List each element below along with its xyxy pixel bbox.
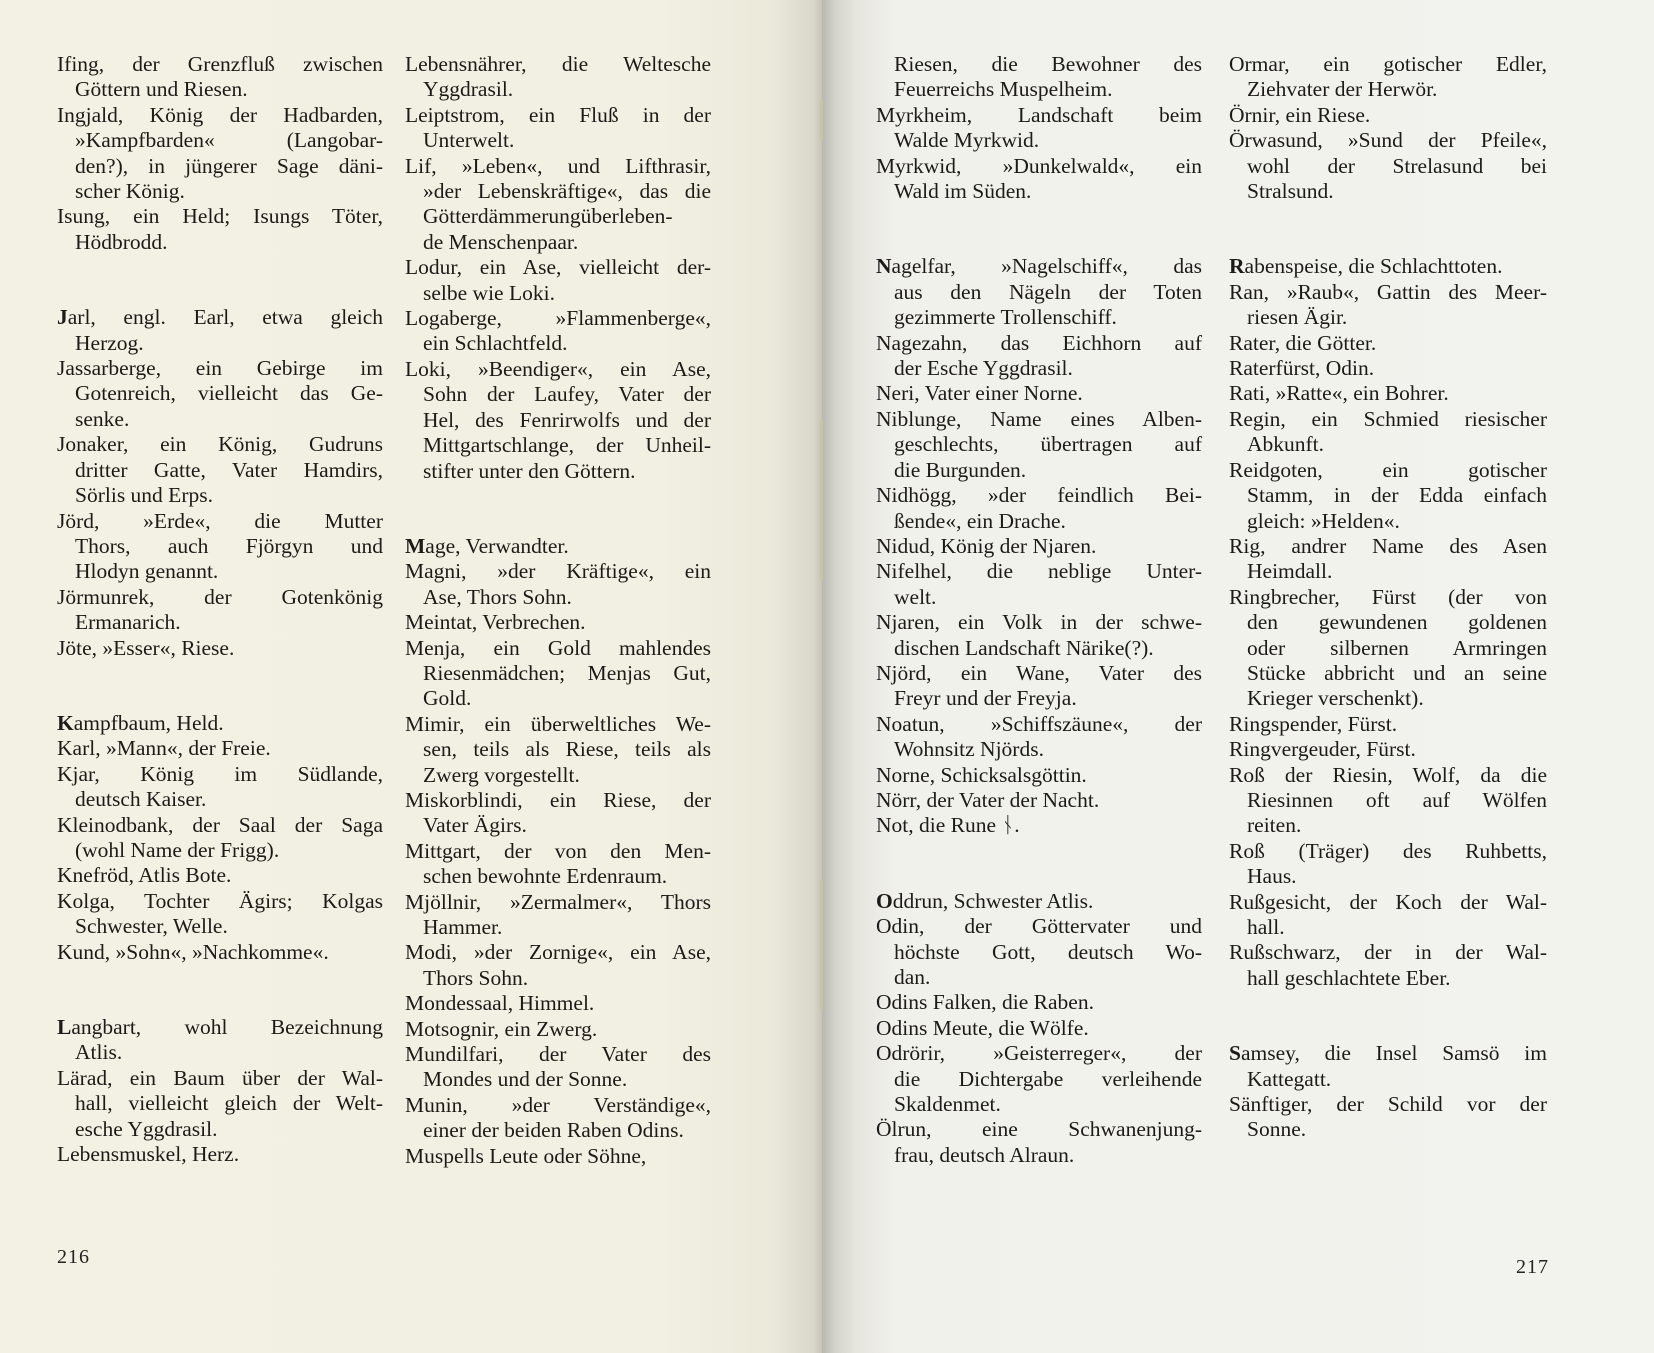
glossary-entry xyxy=(405,1144,711,1169)
glossary-entry xyxy=(1229,585,1547,712)
entry-headword-line: Modi, »der Zornige«, ein Ase, xyxy=(405,940,711,965)
entry-headword-line: Nidud, König der Njaren. xyxy=(876,533,1097,558)
entry-continuation-line: Heimdall. xyxy=(1247,559,1333,584)
glossary-entry xyxy=(57,736,383,761)
entry-headword-line: Myrkwid, »Dunkelwald«, ein xyxy=(876,153,1202,178)
right-page xyxy=(822,0,1654,1353)
entry-headword-line: Njaren, ein Volk in der schwe- xyxy=(876,610,1202,635)
glossary-entry xyxy=(57,762,383,813)
entry-continuation-line: Hlodyn genannt. xyxy=(75,559,219,584)
entry-headword-line: Odrörir, »Geisterreger«, der xyxy=(876,1041,1202,1066)
entry-continuation-line: Hel, des Fenrirwolfs und der xyxy=(423,407,711,432)
entry-headword-line: Noatun, »Schiffszäune«, der xyxy=(876,711,1202,736)
entry-continuation-line: hall, vielleicht gleich der Welt- xyxy=(75,1091,383,1116)
entry-continuation-line: Feuerreichs Muspelheim. xyxy=(894,77,1113,102)
entry-headword-line: Norne, Schicksalsgöttin. xyxy=(876,762,1087,787)
glossary-entry xyxy=(405,52,711,103)
entry-continuation-line: Sonne. xyxy=(1247,1117,1307,1142)
entry-continuation-line: stifter unter den Göttern. xyxy=(423,458,636,483)
glossary-entry xyxy=(1229,940,1547,991)
entry-headword-line: Regin, ein Schmied riesischer xyxy=(1229,406,1547,431)
entry-continuation-line: »Kampfbarden« (Langobar- xyxy=(75,128,383,153)
entry-continuation-line: Mondes und der Sonne. xyxy=(423,1067,628,1092)
glossary-entry xyxy=(876,52,1202,103)
entry-continuation-line: Riesen, die Bewohner des xyxy=(894,52,1202,76)
entry-headword-line: Jörd, »Erde«, die Mutter xyxy=(57,508,383,533)
entry-continuation-line: Thors Sohn. xyxy=(423,965,529,990)
glossary-column xyxy=(57,52,383,1167)
entry-continuation-line: geschlechts, übertragen auf xyxy=(894,432,1202,457)
entry-headword-line: Odins Meute, die Wölfe. xyxy=(876,1015,1089,1040)
entry-continuation-line: Yggdrasil. xyxy=(423,77,514,102)
entry-headword-line: Muspells Leute oder Söhne, xyxy=(405,1143,647,1168)
entry-headword-line: Odin, der Göttervater und xyxy=(876,914,1202,939)
binding-stitch xyxy=(820,880,823,1010)
entry-continuation-line: Vater Ägirs. xyxy=(423,813,527,838)
glossary-entry xyxy=(405,991,711,1016)
entry-continuation-line: Göttern und Riesen. xyxy=(75,77,248,102)
entry-continuation-line: Hammer. xyxy=(423,915,503,939)
entry-continuation-line: esche Yggdrasil. xyxy=(75,1116,218,1141)
entry-headword-line: Niblunge, Name eines Alben- xyxy=(876,406,1202,431)
entry-continuation-line: Gold. xyxy=(423,686,472,711)
entry-headword-line: Rater, die Götter. xyxy=(1229,330,1377,355)
entry-continuation-line: die Burgunden. xyxy=(894,457,1027,482)
entry-continuation-line: einer der beiden Raben Odins. xyxy=(423,1118,684,1143)
section-gap xyxy=(876,839,1202,889)
entry-headword-line: Örwasund, »Sund der Pfeile«, xyxy=(1229,128,1547,153)
entry-headword-line: Kleinodbank, der Saal der Saga xyxy=(57,812,383,837)
entry-continuation-line: Sohn der Laufey, Vater der xyxy=(423,382,711,407)
glossary-entry xyxy=(57,1142,383,1167)
entry-headword-line: Roß (Träger) des Ruhbetts, xyxy=(1229,838,1547,863)
glossary-entry xyxy=(1229,407,1547,458)
entry-headword-line: Samsey, die Insel Samsö im xyxy=(1229,1041,1547,1066)
glossary-entry xyxy=(876,559,1202,610)
glossary-entry xyxy=(405,1017,711,1042)
page-number-right: 217 xyxy=(1516,1256,1549,1278)
glossary-entry xyxy=(57,940,383,965)
entry-headword-line: Jarl, engl. Earl, etwa gleich xyxy=(57,305,383,330)
glossary-entry xyxy=(876,1117,1202,1168)
entry-continuation-line: oder silbernen Armringen xyxy=(1247,635,1547,660)
entry-continuation-line: riesen Ägir. xyxy=(1247,305,1348,330)
glossary-entry xyxy=(876,788,1202,813)
entry-headword-line: Ringbrecher, Fürst (der von xyxy=(1229,584,1547,609)
entry-headword-line: Neri, Vater einer Norne. xyxy=(876,381,1083,406)
entry-headword-line: Karl, »Mann«, der Freie. xyxy=(57,736,271,761)
entry-continuation-line: Ermanarich. xyxy=(75,610,181,635)
entry-headword-line: Lärad, ein Baum über der Wal- xyxy=(57,1065,383,1090)
glossary-entry xyxy=(1229,254,1547,279)
entry-headword-line: Menja, ein Gold mahlendes xyxy=(405,635,711,660)
entry-headword-line: Ormar, ein gotischer Edler, xyxy=(1229,52,1547,76)
glossary-entry xyxy=(876,154,1202,205)
entry-continuation-line: Krieger verschenkt). xyxy=(1247,686,1424,711)
glossary-entry xyxy=(405,306,711,357)
entry-continuation-line: de Menschenpaar. xyxy=(423,229,579,254)
glossary-entry xyxy=(1229,839,1547,890)
glossary-entry xyxy=(1229,534,1547,585)
section-gap xyxy=(57,965,383,1015)
binding-stitch xyxy=(820,420,823,580)
entry-headword-line: Kjar, König im Südlande, xyxy=(57,761,383,786)
glossary-entry xyxy=(57,305,383,356)
entry-headword-line: Oddrun, Schwester Atlis. xyxy=(876,888,1094,913)
glossary-entry xyxy=(405,1042,711,1093)
entry-continuation-line: Wald im Süden. xyxy=(894,179,1032,204)
entry-continuation-line: »der Lebenskräftige«, das die xyxy=(423,179,711,204)
entry-continuation-line: Wohnsitz Njörds. xyxy=(894,737,1044,762)
entry-headword-line: Raterfürst, Odin. xyxy=(1229,356,1375,381)
entry-headword-line: Motsognir, ein Zwerg. xyxy=(405,1016,598,1041)
glossary-entry xyxy=(1229,458,1547,534)
entry-headword-line: Nörr, der Vater der Nacht. xyxy=(876,787,1100,812)
entry-headword-line: Ölrun, eine Schwanenjung- xyxy=(876,1117,1202,1142)
glossary-entry xyxy=(405,154,711,256)
glossary-entry xyxy=(405,357,711,484)
glossary-entry xyxy=(57,1015,383,1066)
entry-continuation-line: Unterwelt. xyxy=(423,128,515,153)
glossary-entry xyxy=(1229,763,1547,839)
glossary-entry xyxy=(876,1016,1202,1041)
section-gap xyxy=(405,484,711,534)
glossary-entry xyxy=(876,889,1202,914)
entry-continuation-line: Abkunft. xyxy=(1247,432,1325,457)
page-number-left: 216 xyxy=(57,1246,90,1268)
glossary-entry xyxy=(876,712,1202,763)
entry-headword-line: Mjöllnir, »Zermalmer«, Thors xyxy=(405,889,711,914)
entry-headword-line: Myrkheim, Landschaft beim xyxy=(876,102,1202,127)
glossary-entry xyxy=(876,381,1202,406)
glossary-entry xyxy=(1229,128,1547,204)
glossary-entry xyxy=(876,813,1202,838)
entry-continuation-line: deutsch Kaiser. xyxy=(75,787,207,812)
glossary-entry xyxy=(876,661,1202,712)
glossary-entry xyxy=(1229,52,1547,103)
entry-headword-line: Ringspender, Fürst. xyxy=(1229,711,1398,736)
glossary-entry xyxy=(876,483,1202,534)
glossary-entry xyxy=(405,712,711,788)
entry-continuation-line: hall geschlachtete Eber. xyxy=(1247,965,1451,990)
entry-continuation-line: ßende«, ein Drache. xyxy=(894,508,1066,533)
entry-headword-line: Odins Falken, die Raben. xyxy=(876,990,1094,1015)
glossary-entry xyxy=(876,254,1202,330)
entry-continuation-line: Sörlis und Erps. xyxy=(75,483,213,508)
glossary-entry xyxy=(876,763,1202,788)
glossary-entry xyxy=(1229,712,1547,737)
glossary-entry xyxy=(57,585,383,636)
glossary-entry xyxy=(405,255,711,306)
glossary-entry xyxy=(1229,356,1547,381)
glossary-entry xyxy=(1229,737,1547,762)
glossary-entry xyxy=(876,1041,1202,1117)
glossary-entry xyxy=(876,534,1202,559)
entry-continuation-line: Stamm, in der Edda einfach xyxy=(1247,483,1547,508)
entry-continuation-line: senke. xyxy=(75,406,130,431)
entry-headword-line: Lebensmuskel, Herz. xyxy=(57,1142,240,1167)
entry-headword-line: Roß der Riesin, Wolf, da die xyxy=(1229,762,1547,787)
entry-continuation-line: Ziehvater der Herwör. xyxy=(1247,77,1438,102)
entry-continuation-line: dischen Landschaft Närike(?). xyxy=(894,635,1154,660)
glossary-entry xyxy=(405,940,711,991)
entry-headword-line: Lif, »Leben«, und Lifthrasir, xyxy=(405,153,711,178)
entry-continuation-line: dan. xyxy=(894,965,931,989)
entry-continuation-line: hall. xyxy=(1247,915,1285,939)
entry-continuation-line: Zwerg vorgestellt. xyxy=(423,762,580,787)
entry-headword-line: Mimir, ein überweltliches We- xyxy=(405,711,711,736)
entry-continuation-line: Walde Myrkwid. xyxy=(894,128,1040,153)
entry-continuation-line: Herzog. xyxy=(75,330,144,355)
entry-headword-line: Ifing, der Grenzfluß zwischen xyxy=(57,52,383,76)
glossary-entry xyxy=(876,103,1202,154)
glossary-entry xyxy=(405,103,711,154)
glossary-entry xyxy=(57,52,383,103)
entry-headword-line: Meintat, Verbrechen. xyxy=(405,610,586,635)
entry-headword-line: Ingjald, König der Hadbarden, xyxy=(57,102,383,127)
glossary-entry xyxy=(405,1093,711,1144)
entry-continuation-line: Götterdämmerungüberleben- xyxy=(423,204,673,229)
entry-continuation-line: aus den Nägeln der Toten xyxy=(894,279,1202,304)
glossary-entry xyxy=(57,356,383,432)
entry-continuation-line: Thors, auch Fjörgyn und xyxy=(75,533,383,558)
entry-headword-line: Nidhögg, »der feindlich Bei- xyxy=(876,483,1202,508)
glossary-entry xyxy=(57,204,383,255)
entry-continuation-line: Atlis. xyxy=(75,1040,123,1065)
glossary-entry xyxy=(405,890,711,941)
glossary-column xyxy=(876,52,1202,1168)
entry-headword-line: Mondessaal, Himmel. xyxy=(405,991,595,1016)
entry-headword-line: Jassarberge, ein Gebirge im xyxy=(57,356,383,381)
entry-headword-line: Mittgart, der von den Men- xyxy=(405,838,711,863)
entry-headword-line: Knefröd, Atlis Bote. xyxy=(57,863,232,888)
glossary-column xyxy=(405,52,711,1169)
entry-continuation-line: reiten. xyxy=(1247,813,1302,838)
section-gap xyxy=(1229,991,1547,1041)
glossary-entry xyxy=(57,509,383,585)
glossary-entry xyxy=(1229,890,1547,941)
entry-headword-line: Rati, »Ratte«, ein Bohrer. xyxy=(1229,381,1449,406)
entry-continuation-line: Haus. xyxy=(1247,864,1297,889)
entry-continuation-line: selbe wie Loki. xyxy=(423,280,555,305)
entry-headword-line: Nagezahn, das Eichhorn auf xyxy=(876,330,1202,355)
entry-headword-line: Rig, andrer Name des Asen xyxy=(1229,533,1547,558)
entry-headword-line: Langbart, wohl Bezeichnung xyxy=(57,1015,383,1039)
entry-headword-line: Isung, ein Held; Isungs Töter, xyxy=(57,204,383,229)
entry-headword-line: Kund, »Sohn«, »Nachkomme«. xyxy=(57,939,329,964)
entry-headword-line: Rußgesicht, der Koch der Wal- xyxy=(1229,889,1547,914)
entry-continuation-line: gleich: »Helden«. xyxy=(1247,508,1400,533)
entry-headword-line: Ringvergeuder, Fürst. xyxy=(1229,737,1416,762)
glossary-entry xyxy=(1229,331,1547,356)
glossary-entry xyxy=(1229,1041,1547,1092)
glossary-entry xyxy=(57,1066,383,1142)
glossary-entry xyxy=(57,432,383,508)
entry-continuation-line: Gotenreich, vielleicht das Ge- xyxy=(75,381,383,406)
glossary-column xyxy=(1229,52,1547,1143)
glossary-entry xyxy=(876,331,1202,382)
entry-continuation-line: Freyr und der Freyja. xyxy=(894,686,1077,711)
entry-headword-line: Not, die Rune ᚾ. xyxy=(876,813,1020,838)
glossary-entry xyxy=(57,813,383,864)
entry-headword-line: Sänftiger, der Schild vor der xyxy=(1229,1092,1547,1117)
glossary-entry xyxy=(405,636,711,712)
section-gap xyxy=(57,661,383,711)
entry-continuation-line: wohl der Strelasund bei xyxy=(1247,153,1547,178)
entry-headword-line: Mage, Verwandter. xyxy=(405,533,569,558)
entry-continuation-line: Riesenmädchen; Menjas Gut, xyxy=(423,660,711,685)
entry-headword-line: Ran, »Raub«, Gattin des Meer- xyxy=(1229,279,1547,304)
entry-continuation-line: Ase, Thors Sohn. xyxy=(423,584,572,609)
section-gap xyxy=(1229,204,1547,254)
glossary-entry xyxy=(1229,1092,1547,1143)
entry-headword-line: Njörd, ein Wane, Vater des xyxy=(876,660,1202,685)
entry-headword-line: Magni, »der Kräftige«, ein xyxy=(405,559,711,584)
entry-continuation-line: Hödbrodd. xyxy=(75,229,168,254)
entry-headword-line: Jörmunrek, der Gotenkönig xyxy=(57,584,383,609)
entry-continuation-line: ein Schlachtfeld. xyxy=(423,331,568,356)
entry-continuation-line: dritter Gatte, Vater Hamdirs, xyxy=(75,457,383,482)
entry-continuation-line: Skaldenmet. xyxy=(894,1092,1001,1117)
glossary-entry xyxy=(57,636,383,661)
entry-headword-line: Lodur, ein Ase, vielleicht der- xyxy=(405,255,711,280)
left-page xyxy=(0,0,822,1353)
entry-headword-line: Miskorblindi, ein Riese, der xyxy=(405,787,711,812)
entry-continuation-line: Schwester, Welle. xyxy=(75,914,228,939)
glossary-entry xyxy=(1229,103,1547,128)
entry-headword-line: Logaberge, »Flammenberge«, xyxy=(405,306,711,331)
glossary-entry xyxy=(405,534,711,559)
entry-continuation-line: sen, teils als Riese, teils als xyxy=(423,737,711,762)
glossary-entry xyxy=(1229,280,1547,331)
glossary-entry xyxy=(405,559,711,610)
entry-continuation-line: die Dichtergabe verleihende xyxy=(894,1066,1202,1091)
entry-headword-line: Kolga, Tochter Ägirs; Kolgas xyxy=(57,888,383,913)
entry-headword-line: Loki, »Beendiger«, ein Ase, xyxy=(405,356,711,381)
glossary-entry xyxy=(405,839,711,890)
entry-continuation-line: höchste Gott, deutsch Wo- xyxy=(894,939,1202,964)
entry-headword-line: Munin, »der Verständige«, xyxy=(405,1092,711,1117)
entry-headword-line: Leiptstrom, ein Fluß in der xyxy=(405,102,711,127)
entry-continuation-line: (wohl Name der Frigg). xyxy=(75,837,280,862)
glossary-entry xyxy=(876,407,1202,483)
glossary-entry xyxy=(57,711,383,736)
entry-continuation-line: der Esche Yggdrasil. xyxy=(894,356,1073,381)
entry-continuation-line: welt. xyxy=(894,584,937,609)
glossary-entry xyxy=(57,863,383,888)
entry-headword-line: Jonaker, ein König, Gudruns xyxy=(57,432,383,457)
entry-headword-line: Rußschwarz, der in der Wal- xyxy=(1229,940,1547,965)
entry-continuation-line: Kattegatt. xyxy=(1247,1066,1332,1091)
section-gap xyxy=(876,204,1202,254)
entry-headword-line: Reidgoten, ein gotischer xyxy=(1229,457,1547,482)
entry-headword-line: Örnir, ein Riese. xyxy=(1229,102,1371,127)
glossary-entry xyxy=(876,610,1202,661)
entry-continuation-line: Stücke abbricht und an seine xyxy=(1247,660,1547,685)
entry-continuation-line: den gewundenen goldenen xyxy=(1247,610,1547,635)
binding-stitch xyxy=(820,100,823,140)
section-gap xyxy=(57,255,383,305)
glossary-entry xyxy=(405,610,711,635)
glossary-entry xyxy=(405,788,711,839)
entry-continuation-line: gezimmerte Trollenschiff. xyxy=(894,305,1117,330)
glossary-entry xyxy=(876,914,1202,990)
entry-continuation-line: Stralsund. xyxy=(1247,179,1334,204)
glossary-entry xyxy=(57,103,383,205)
glossary-entry xyxy=(876,990,1202,1015)
entry-headword-line: Rabenspeise, die Schlachttoten. xyxy=(1229,254,1503,279)
glossary-entry xyxy=(1229,381,1547,406)
entry-continuation-line: den?), in jüngerer Sage däni- xyxy=(75,153,383,178)
entry-headword-line: Nagelfar, »Nagelschiff«, das xyxy=(876,254,1202,279)
entry-continuation-line: Riesinnen oft auf Wölfen xyxy=(1247,787,1547,812)
entry-headword-line: Kampfbaum, Held. xyxy=(57,710,224,735)
entry-headword-line: Lebensnährer, die Weltesche xyxy=(405,52,711,76)
entry-continuation-line: schen bewohnte Erdenraum. xyxy=(423,864,668,889)
entry-headword-line: Mundilfari, der Vater des xyxy=(405,1042,711,1067)
entry-headword-line: Jöte, »Esser«, Riese. xyxy=(57,635,235,660)
glossary-entry xyxy=(57,889,383,940)
entry-continuation-line: frau, deutsch Alraun. xyxy=(894,1142,1075,1167)
entry-continuation-line: Mittgartschlange, der Unheil- xyxy=(423,433,711,458)
entry-headword-line: Nifelhel, die neblige Unter- xyxy=(876,559,1202,584)
entry-continuation-line: scher König. xyxy=(75,179,185,204)
